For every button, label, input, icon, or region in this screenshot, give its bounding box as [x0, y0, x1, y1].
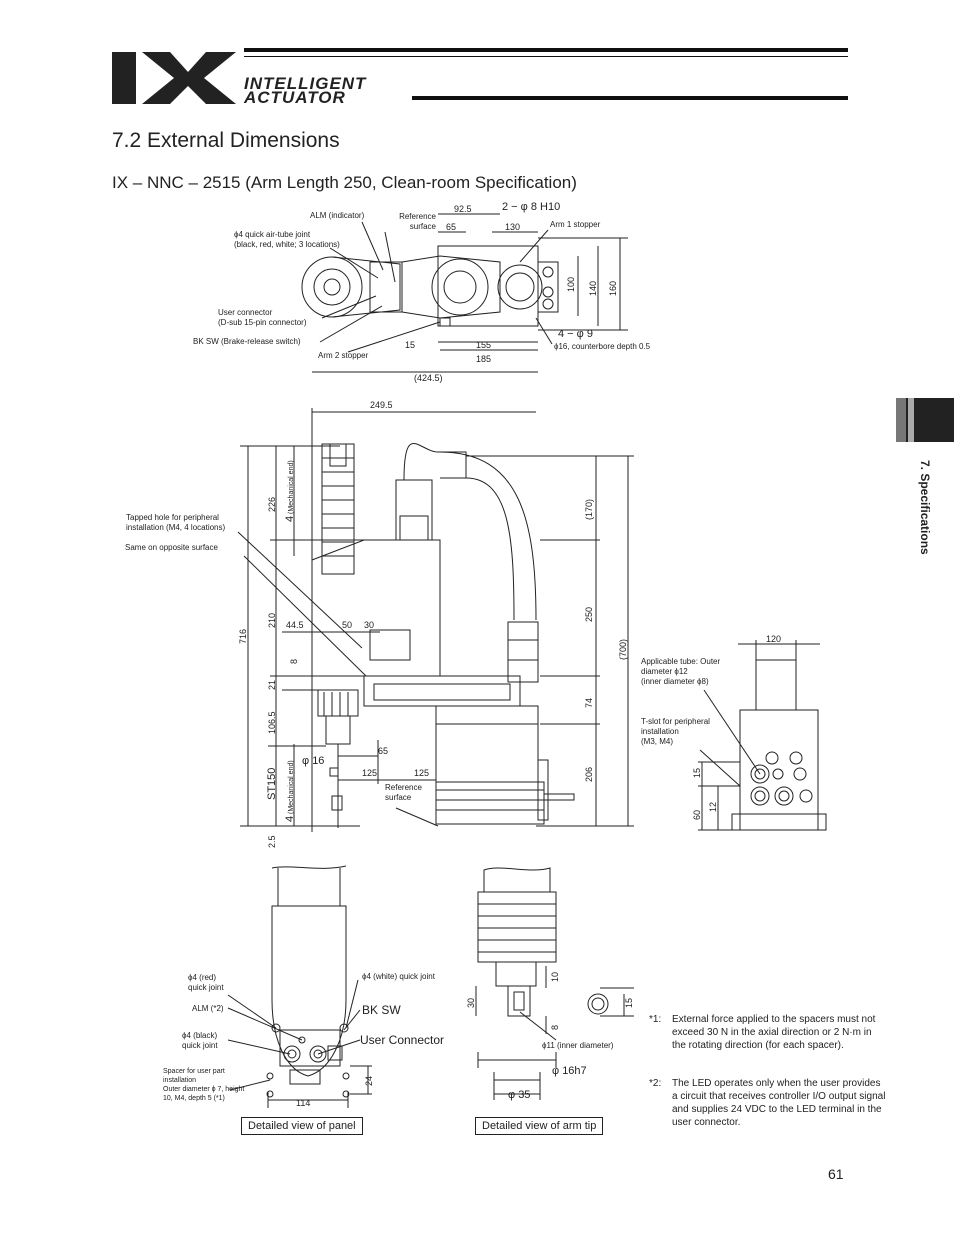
- label-opposite-surface: Same on opposite surface: [125, 543, 218, 552]
- dim-2-phi8: 2 − φ 8 H10: [502, 201, 561, 213]
- dim-24: 24: [364, 1075, 374, 1086]
- dim-74: 74: [584, 697, 594, 708]
- dim-12: 12: [708, 801, 718, 812]
- dim-15-tip: 15: [624, 997, 634, 1008]
- panel-user-connector-mark: User Connector: [360, 1033, 445, 1047]
- caption-arm-tip-view: Detailed view of arm tip: [475, 1117, 603, 1135]
- dim-92-5: 92.5: [454, 204, 472, 214]
- dim-106-5: 106.5: [267, 711, 277, 734]
- label-arm2-stopper: Arm 2 stopper: [318, 351, 369, 360]
- logo-line2: ACTUATOR: [244, 88, 346, 107]
- dim-424-5: (424.5): [414, 373, 443, 383]
- dim-125-b: 125: [414, 768, 430, 778]
- logo-line1: INTELLIGENT: [244, 74, 367, 93]
- page-number: 61: [828, 1166, 844, 1182]
- dim-249-5: 249.5: [370, 400, 393, 410]
- dim-21: 21: [267, 679, 277, 690]
- dim-226: 226: [267, 496, 277, 512]
- panel-bk-sw-mark: BK SW: [362, 1003, 401, 1017]
- dim-15: 15: [405, 340, 416, 350]
- label-alm-indicator: ALM (indicator): [310, 211, 365, 220]
- label-red-joint: ϕ4 (red) quick joint: [188, 973, 224, 992]
- dim-4-bottom: 4: [284, 815, 296, 822]
- mech-end-bottom: (Mechanical end): [288, 760, 295, 814]
- dim-st150: ST150: [266, 767, 278, 800]
- mech-end-top: (Mechanical end): [288, 460, 295, 514]
- panel-view-drawing: [228, 866, 372, 1108]
- label-reference-surface-top: Reference surface: [399, 212, 436, 231]
- dim-185: 185: [476, 354, 492, 364]
- dim-30-tip: 30: [466, 997, 476, 1008]
- dim-phi16h7: φ 16h7: [552, 1065, 587, 1077]
- label-bk-sw: BK SW (Brake-release switch): [193, 337, 301, 346]
- dim-60: 60: [692, 809, 702, 820]
- note-2-text: The LED operates only when the user provides a circuit that receives controller I/O output signal and supplies 24 VDC to the LED terminal in the user connector.: [672, 1078, 886, 1128]
- dim-716: 716: [238, 628, 248, 644]
- dim-206: 206: [584, 766, 594, 782]
- dim-50: 50: [342, 620, 353, 630]
- dim-250: 250: [584, 606, 594, 622]
- dim-10: 10: [550, 971, 560, 982]
- dim-155: 155: [476, 340, 492, 350]
- dim-65-side: 65: [378, 746, 389, 756]
- note-1-text: External force applied to the spacers must not exceed 30 N in the axial direction or 2 N·m in the rotating direction (for each spacer).: [672, 1014, 876, 1051]
- model-title: IX – NNC – 2515 (Arm Length 250, Clean-room Specification): [112, 173, 577, 192]
- dim-44-5: 44.5: [286, 620, 304, 630]
- dim-210: 210: [267, 612, 277, 628]
- note-1-mark: *1:: [649, 1014, 662, 1025]
- label-inner-diameter: ϕ11 (inner diameter): [542, 1041, 614, 1050]
- dim-125-a: 125: [362, 768, 378, 778]
- section-title: 7.2 External Dimensions: [112, 129, 340, 152]
- dim-4-top: 4: [284, 515, 296, 522]
- dim-phi35: φ 35: [508, 1089, 531, 1101]
- dim-8-tip: 8: [550, 1024, 560, 1030]
- dim-700: (700): [618, 638, 628, 660]
- dim-160: 160: [608, 280, 618, 296]
- label-air-tube-joint: ϕ4 quick air-tube joint (black, red, white; 3 locations): [234, 230, 340, 249]
- dim-170: (170): [584, 498, 594, 520]
- dim-130: 130: [505, 222, 521, 232]
- caption-panel-view: Detailed view of panel: [241, 1117, 363, 1135]
- dim-114: 114: [296, 1098, 311, 1108]
- dim-140: 140: [588, 280, 598, 296]
- label-alm: ALM (*2): [192, 1004, 224, 1013]
- dim-phi16: φ 16: [302, 755, 325, 767]
- label-reference-surface-side: Reference surface: [385, 783, 422, 802]
- note-2-mark: *2:: [649, 1078, 662, 1089]
- label-spacer: Spacer for user part installation Outer diameter ϕ 7, height 10, M4, depth 5 (*1): [163, 1068, 245, 1102]
- label-tapped-hole: Tapped hole for peripheral installation (M4, 4 locations): [126, 513, 226, 532]
- dim-15-right: 15: [692, 767, 702, 778]
- dim-30: 30: [364, 620, 375, 630]
- dim-65-top: 65: [446, 222, 457, 232]
- label-white-joint: ϕ4 (white) quick joint: [362, 972, 435, 981]
- label-applicable-tube: Applicable tube: Outer diameter ϕ12 (inner diameter ϕ8): [641, 657, 721, 686]
- chapter-label: 7. Specifications: [918, 460, 932, 555]
- dim-4-phi9: 4 − φ 9: [558, 328, 593, 340]
- label-arm1-stopper: Arm 1 stopper: [550, 220, 601, 229]
- label-user-connector: User connector (D-sub 15-pin connector): [218, 308, 307, 327]
- label-t-slot: T-slot for peripheral installation (M3, M4): [641, 717, 710, 746]
- label-black-joint: ϕ4 (black) quick joint: [182, 1031, 218, 1050]
- dim-120: 120: [766, 634, 782, 644]
- dim-8: 8: [289, 658, 299, 664]
- label-counterbore: ϕ16, counterbore depth 0.5: [554, 342, 651, 351]
- dim-100: 100: [566, 276, 576, 292]
- dim-2-5: 2.5: [267, 835, 277, 848]
